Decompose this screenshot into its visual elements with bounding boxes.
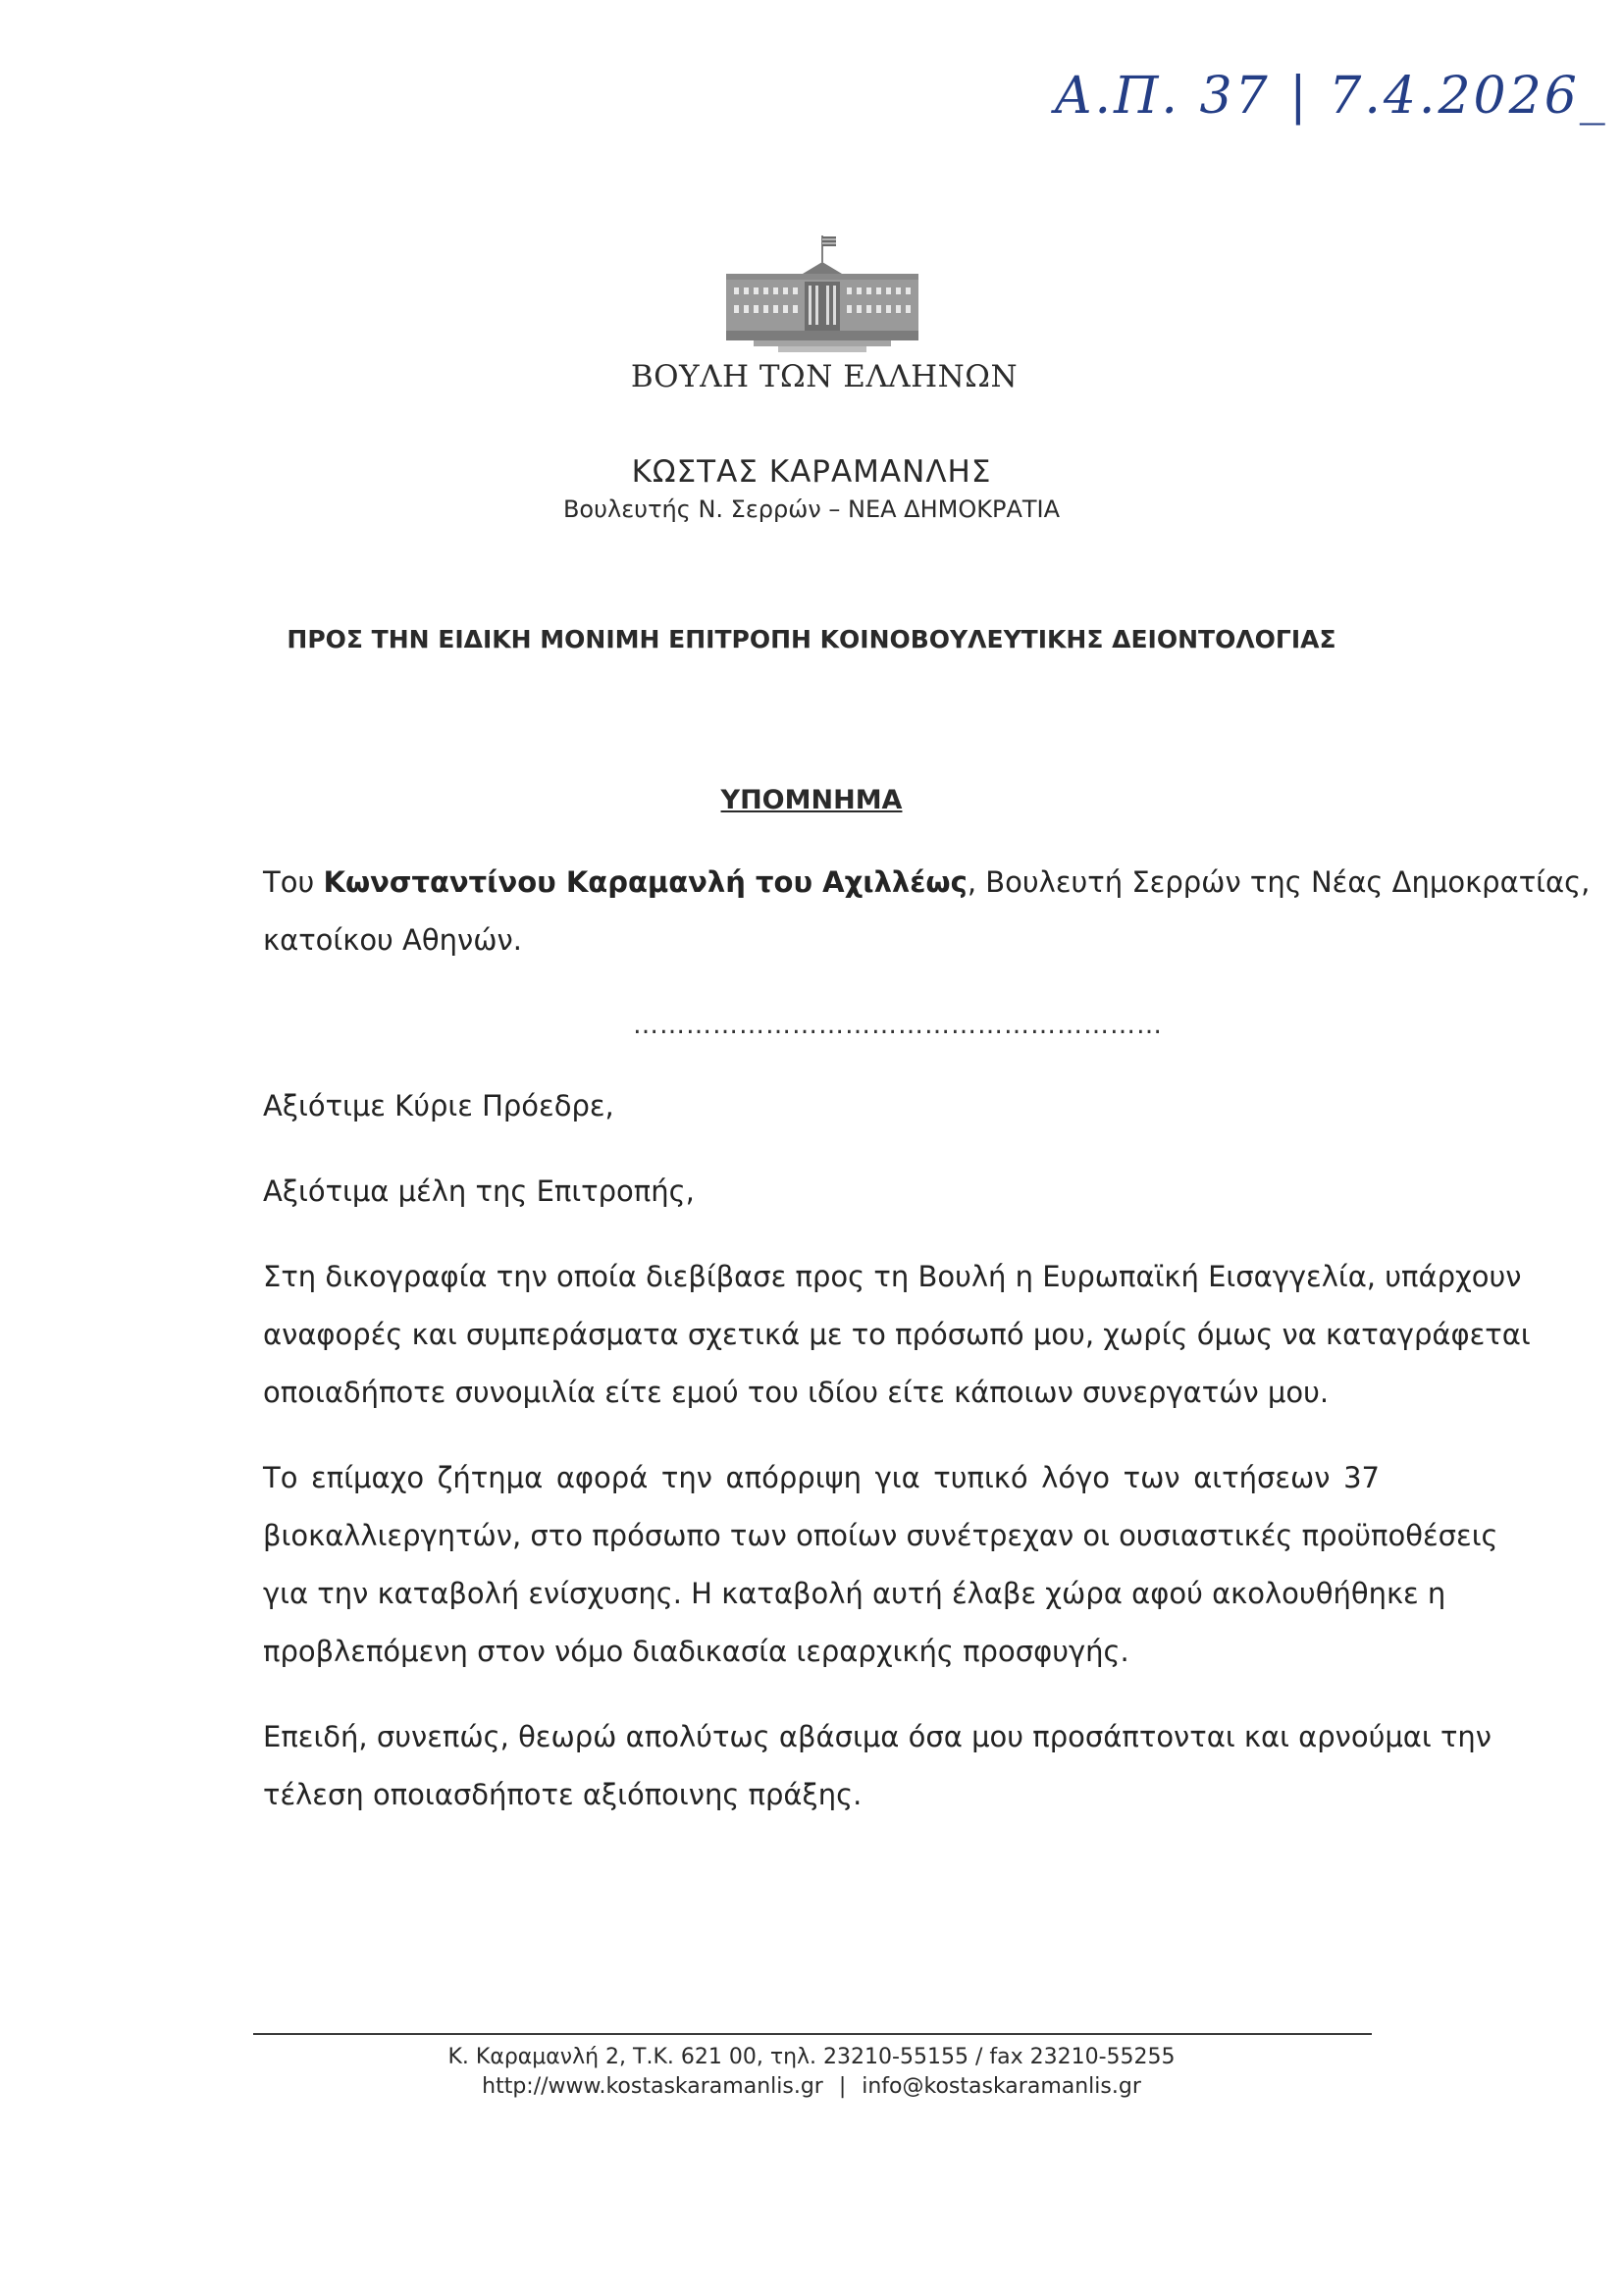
footer-address: Κ. Καραμανλή 2, Τ.Κ. 621 00, τηλ. 23210-55155 / fax 23210-55255 <box>447 2045 1176 2069</box>
footer-contacts <box>321 2074 1302 2099</box>
hellenic-parliament-logo <box>724 231 920 358</box>
author-role: Βουλευτής Ν. Σερρών – ΝΕΑ ΔΗΜΟΚΡΑΤΙΑ <box>562 496 1061 523</box>
paragraph-2-line-4: προβλεπόμενη στον νόμο διαδικασία ιεραρχικής προσφυγής. <box>263 1635 1129 1668</box>
paragraph-2-line-2: βιοκαλλιεργητών, στο πρόσωπο των οποίων συνέτρεχαν οι ουσιαστικές προϋποθέσεις <box>263 1519 1498 1552</box>
intro-suffix: , Βουλευτή Σερρών της Νέας Δημοκρατίας, <box>967 865 1591 899</box>
paragraph-1-line-2: αναφορές και συμπεράσματα σχετικά με το πρόσωπό μου, χωρίς όμως να καταγράφεται <box>263 1318 1531 1351</box>
parliament-caption: ΒΟΥΛΗ ΤΩΝ ΕΛΛΗΝΩΝ <box>630 359 1019 394</box>
handwritten-protocol-number: Α.Π. 37 | 7.4.2026_ <box>1055 67 1608 126</box>
dotted-separator: …………………………………………………… <box>633 1011 1163 1040</box>
intro-prefix: Του <box>263 865 324 899</box>
document-title: ΥΠΟΜΝΗΜΑ <box>720 785 903 815</box>
paragraph-3-line-2: τέλεση οποιασδήποτε αξιόποινης πράξης. <box>263 1778 863 1811</box>
salutation-members: Αξιότιμα μέλη της Επιτροπής, <box>263 1174 695 1208</box>
footer-email-link[interactable]: info@kostaskaramanlis.gr <box>862 2074 1141 2099</box>
footer-separator: | <box>838 2074 847 2099</box>
footer-website-link[interactable]: http://www.kostaskaramanlis.gr <box>482 2074 823 2099</box>
paragraph-3-line-1: Επειδή, συνεπώς, θεωρώ απολύτως αβάσιμα όσα μου προσάπτονται και αρνούμαι την <box>263 1720 1492 1753</box>
paragraph-1-line-3: οποιαδήποτε συνομιλία είτε εμού του ιδίου είτε κάποιων συνεργατών μου. <box>263 1376 1330 1409</box>
recipient-heading: ΠΡΟΣ ΤΗΝ ΕΙΔΙΚΗ ΜΟΝΙΜΗ ΕΠΙΤΡΟΠΗ ΚΟΙΝΟΒΟΥΛΕΥΤΙΚΗΣ ΔΕΙΟΝΤΟΛΟΓΙΑΣ <box>287 625 1336 653</box>
author-name: ΚΩΣΤΑΣ ΚΑΡΑΜΑΝΛΗΣ <box>631 454 992 490</box>
intro-bold-name: Κωνσταντίνου Καραμανλή του Αχιλλέως <box>323 865 968 899</box>
paragraph-2-line-1: Το επίμαχο ζήτημα αφορά την απόρριψη για τυπικό λόγο των αιτήσεων 37 <box>263 1461 1380 1494</box>
salutation-president: Αξιότιμε Κύριε Πρόεδρε, <box>263 1089 614 1122</box>
paragraph-2-line-3: για την καταβολή ενίσχυσης. Η καταβολή αυτή έλαβε χώρα αφού ακολουθήθηκε η <box>263 1577 1446 1610</box>
paragraph-1-line-1: Στη δικογραφία την οποία διεβίβασε προς τη Βουλή η Ευρωπαϊκή Εισαγγελία, υπάρχουν <box>263 1260 1522 1293</box>
intro-line-2: κατοίκου Αθηνών. <box>263 923 522 957</box>
intro-line-1 <box>263 854 1591 912</box>
footer-divider <box>253 2033 1372 2035</box>
